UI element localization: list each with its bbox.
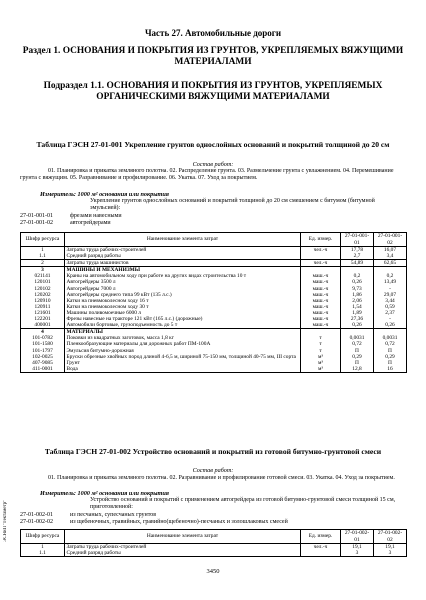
- table-header-row: [21, 233, 407, 247]
- cell-code: 4: [21, 329, 65, 336]
- table2-code-line: [20, 519, 288, 525]
- cell-value-2: 16: [374, 366, 407, 373]
- norms-table-1: [20, 232, 407, 373]
- cell-value-2: 3: [374, 550, 407, 557]
- cell-unit: м³: [301, 354, 341, 360]
- table-row: [21, 267, 407, 274]
- code: 27-01-002-01: [20, 512, 53, 518]
- table-row: [21, 329, 407, 336]
- cell-code: 120910: [21, 298, 65, 304]
- cell-name: МАТЕРИАЛЫ: [65, 329, 301, 336]
- table1-meter: Измеритель: 1000 м² основания или покрытия: [40, 191, 169, 198]
- cell-value-2: 16,07: [374, 247, 407, 254]
- table2-work-text: 01. Планировка и прикатка земляного полотна. 02. Разравнивание и профилирование готовой смеси. 03. Укатка. 04. Уход за покрытием.: [48, 475, 395, 481]
- header-col1: 27-01-001-01: [341, 233, 374, 247]
- cell-unit: маш.-ч: [301, 304, 341, 310]
- cell-value-2: [374, 267, 407, 274]
- header-name: Наименование элемента затрат: [65, 530, 301, 544]
- cell-unit: чел.-ч: [301, 247, 341, 254]
- cell-code: 120911: [21, 304, 65, 310]
- table-row: [21, 253, 407, 260]
- cell-unit: маш.-ч: [301, 310, 341, 316]
- cell-value-2: -: [374, 316, 407, 322]
- cell-value-2: 3,4: [374, 253, 407, 260]
- cell-code: 021141: [21, 273, 65, 279]
- cell-value-1: 27,36: [341, 316, 374, 322]
- part-title: Часть 27. Автомобильные дороги: [144, 28, 282, 38]
- header-col1: 27-01-002-01: [341, 530, 374, 544]
- cell-unit: [301, 267, 341, 274]
- cell-value-2: 19,1: [374, 544, 407, 551]
- cell-name: Грунт: [65, 360, 301, 366]
- table-row: [21, 550, 407, 557]
- cell-name: МАШИНЫ И МЕХАНИЗМЫ: [65, 267, 301, 274]
- table1-content: Укрепление грунтов однослойных оснований и покрытий толщиной до 20 см смешением с битумом (битумной эмульсией):: [90, 198, 375, 212]
- cell-name: Катки на пневмоколесном ходу 16 т: [65, 298, 301, 304]
- cell-value-1: 17,78: [341, 247, 374, 254]
- header-unit: Ед. измер.: [301, 233, 341, 247]
- table1-work-text: 01. Планировка и прикатка земляного полотна. 02. Распределение грунта. 03. Размельчение грунта с увлажнением. 04. Перемешивание грунта с вяжущим. 05. Разравнивание и профилирование. 06. Укатка. 07. Уход за покрытием.: [20, 168, 394, 182]
- cell-code: 3: [21, 267, 65, 274]
- page-number: 3450: [206, 568, 220, 575]
- cell-name: Автогрейдеры 7000 л: [65, 286, 301, 292]
- cell-value-2: 0,72: [374, 341, 407, 347]
- code-text: из песчаных, супесчаных грунтов: [70, 512, 157, 518]
- cell-unit: т: [301, 335, 341, 341]
- cell-name: Затраты труда рабочих-строителей: [65, 544, 301, 551]
- section-title: Раздел 1. ОСНОВАНИЯ И ПОКРЫТИЯ ИЗ ГРУНТОВ, УКРЕПЛЯЕМЫХ ВЯЖУЩИМИ МАТЕРИАЛАМИ: [22, 46, 404, 67]
- cell-code: 120202: [21, 292, 65, 298]
- cell-unit: [301, 550, 341, 557]
- cell-value-1: 0,29: [341, 354, 374, 360]
- table-row: [21, 247, 407, 254]
- cell-value-1: 1,86: [341, 292, 374, 298]
- cell-unit: маш.-ч: [301, 322, 341, 329]
- table1-code-line: [20, 213, 122, 219]
- cell-value-2: 29,07: [374, 292, 407, 298]
- cell-value-1: 2,7: [341, 253, 374, 260]
- cell-name: Фрезы навесные на тракторе 121 кВт (165 л.с.) (дорожные): [65, 316, 301, 322]
- side-note: ЭСНиП "Гектаметр": [3, 500, 8, 542]
- header-cipher: Шифр ресурса: [21, 530, 65, 544]
- cell-value-2: 0,29: [374, 354, 407, 360]
- subsection-title: Подраздел 1.1. ОСНОВАНИЯ И ПОКРЫТИЯ ИЗ ГРУНТОВ, УКРЕПЛЯЕМЫХ ОРГАНИЧЕСКИМИ ВЯЖУЩИМИ МАТЕРИАЛАМИ: [43, 81, 383, 102]
- cell-name: Краны на автомобильном ходу при работе на других видах строительства 10 т: [65, 273, 301, 279]
- cell-value-2: 0,59: [374, 304, 407, 310]
- code: 27-01-001-01: [20, 213, 53, 219]
- code: 27-01-001-02: [20, 220, 53, 226]
- cell-value-1: 54,89: [341, 260, 374, 267]
- code-text: автогрейдерами: [70, 220, 111, 226]
- cell-unit: [301, 253, 341, 260]
- cell-code: 2: [21, 260, 65, 267]
- cell-code: 400001: [21, 322, 65, 329]
- table2-composition-label: Состав работ:: [192, 467, 234, 474]
- cell-code: 101-1580: [21, 341, 65, 347]
- table-row: [21, 322, 407, 329]
- cell-unit: маш.-ч: [301, 273, 341, 279]
- header-unit: Ед. измер.: [301, 530, 341, 544]
- cell-value-1: 3: [341, 550, 374, 557]
- cell-code: 411-0001: [21, 366, 65, 373]
- cell-unit: маш.-ч: [301, 316, 341, 322]
- cell-unit: м³: [301, 360, 341, 366]
- cell-name: Автогрейдеры среднего типа 99 кВт (135 л.с.): [65, 292, 301, 298]
- cell-value-2: 0,2: [374, 273, 407, 279]
- cell-name: Средний разряд работы: [65, 253, 301, 260]
- cell-code: 120101: [21, 279, 65, 285]
- cell-value-2: П: [374, 360, 407, 366]
- cell-code: 1.1: [21, 253, 65, 260]
- cell-value-2: 3,44: [374, 298, 407, 304]
- cell-value-1: 0,0031: [341, 335, 374, 341]
- cell-value-1: 2,06: [341, 298, 374, 304]
- header-col2: 27-01-002-02: [374, 530, 407, 544]
- cell-value-2: П: [374, 348, 407, 354]
- cell-value-1: 0,2: [341, 273, 374, 279]
- cell-name: Средний разряд работы: [65, 550, 301, 557]
- table1-title: Таблица ГЭСН 27-01-001 Укрепление грунтов однослойных оснований и покрытий толщиной до 20 см: [36, 140, 390, 149]
- cell-code: 1: [21, 247, 65, 254]
- cell-value-1: [341, 267, 374, 274]
- table-row: [21, 366, 407, 373]
- cell-code: 101-1797: [21, 348, 65, 354]
- cell-unit: маш.-ч: [301, 292, 341, 298]
- cell-value-2: 2,37: [374, 310, 407, 316]
- cell-name: Поковки из квадратных заготовок, масса 1,8 кг: [65, 335, 301, 341]
- table-row: [21, 260, 407, 267]
- cell-value-1: 12,8: [341, 366, 374, 373]
- cell-code: 102-0025: [21, 354, 65, 360]
- cell-code: 1.1: [21, 550, 65, 557]
- cell-code: 407-9085: [21, 360, 65, 366]
- cell-value-1: П: [341, 360, 374, 366]
- cell-name: Затраты труда рабочих-строителей: [65, 247, 301, 254]
- cell-value-1: П: [341, 348, 374, 354]
- cell-name: Автомобили бортовые, грузоподъемность до 5 т: [65, 322, 301, 329]
- table2-code-line: [20, 512, 156, 518]
- cell-name: Пленкообразующие материалы для дорожных работ ПМ-100А: [65, 341, 301, 347]
- table1-code-line: [20, 220, 111, 226]
- cell-value-2: [374, 329, 407, 336]
- cell-unit: маш.-ч: [301, 279, 341, 285]
- cell-name: Вода: [65, 366, 301, 373]
- cell-value-1: 9,73: [341, 286, 374, 292]
- table1-composition-label: Состав работ:: [192, 161, 234, 168]
- cell-value-1: 0,72: [341, 341, 374, 347]
- cell-unit: чел.-ч: [301, 260, 341, 267]
- cell-value-1: 0,26: [341, 279, 374, 285]
- cell-unit: м³: [301, 366, 341, 373]
- cell-name: Катки на пневмоколесном ходу 30 т: [65, 304, 301, 310]
- cell-value-1: 1,89: [341, 310, 374, 316]
- cell-value-1: 19,1: [341, 544, 374, 551]
- cell-value-2: 0,0031: [374, 335, 407, 341]
- cell-name: Эмульсия битумно-дорожная: [65, 348, 301, 354]
- cell-value-1: 1,54: [341, 304, 374, 310]
- cell-name: Бруски обрезные хвойных пород длиной 4-6,5 м, шириной 75-150 мм, толщиной 40-75 мм, III сорта: [65, 354, 301, 360]
- code-text: фрезами навесными: [70, 213, 122, 219]
- table2-meter: Измеритель: 1000 м² основания или покрытия: [40, 490, 169, 497]
- cell-value-2: 13,49: [374, 279, 407, 285]
- header-cipher: Шифр ресурса: [21, 233, 65, 247]
- cell-unit: чел.-ч: [301, 544, 341, 551]
- cell-unit: маш.-ч: [301, 298, 341, 304]
- cell-code: 121601: [21, 310, 65, 316]
- cell-code: 1: [21, 544, 65, 551]
- cell-name: Затраты труда машинистов: [65, 260, 301, 267]
- cell-value-2: 62,65: [374, 260, 407, 267]
- header-col2: 27-01-001-02: [374, 233, 407, 247]
- cell-value-2: -: [374, 286, 407, 292]
- cell-unit: т: [301, 341, 341, 347]
- table-row: [21, 544, 407, 551]
- cell-code: 120102: [21, 286, 65, 292]
- header-name: Наименование элемента затрат: [65, 233, 301, 247]
- table2-title: Таблица ГЭСН 27-01-002 Устройство оснований и покрытий из готовой битумно-грунтовой смеси: [44, 447, 382, 456]
- cell-unit: [301, 329, 341, 336]
- cell-code: 122201: [21, 316, 65, 322]
- cell-value-2: 0,26: [374, 322, 407, 329]
- cell-unit: т: [301, 348, 341, 354]
- cell-name: Автогрейдеры 3500 л: [65, 279, 301, 285]
- table2-content: Устройство оснований и покрытий с применением автогрейдера из готовой битумно-грунтовой смеси толщиной 15 см, приготовленной:: [90, 497, 396, 511]
- cell-name: Машины поливомоечные 6000 л: [65, 310, 301, 316]
- table-header-row: [21, 530, 407, 544]
- code-text: из щебеночных, гравийных, гравийно(щебеночно)-песчаных и золошлаковых смесей: [70, 519, 288, 525]
- norms-table-2: [20, 529, 407, 557]
- code: 27-01-002-02: [20, 519, 53, 525]
- cell-code: 101-0782: [21, 335, 65, 341]
- cell-value-1: [341, 329, 374, 336]
- cell-unit: маш.-ч: [301, 286, 341, 292]
- cell-value-1: 0,26: [341, 322, 374, 329]
